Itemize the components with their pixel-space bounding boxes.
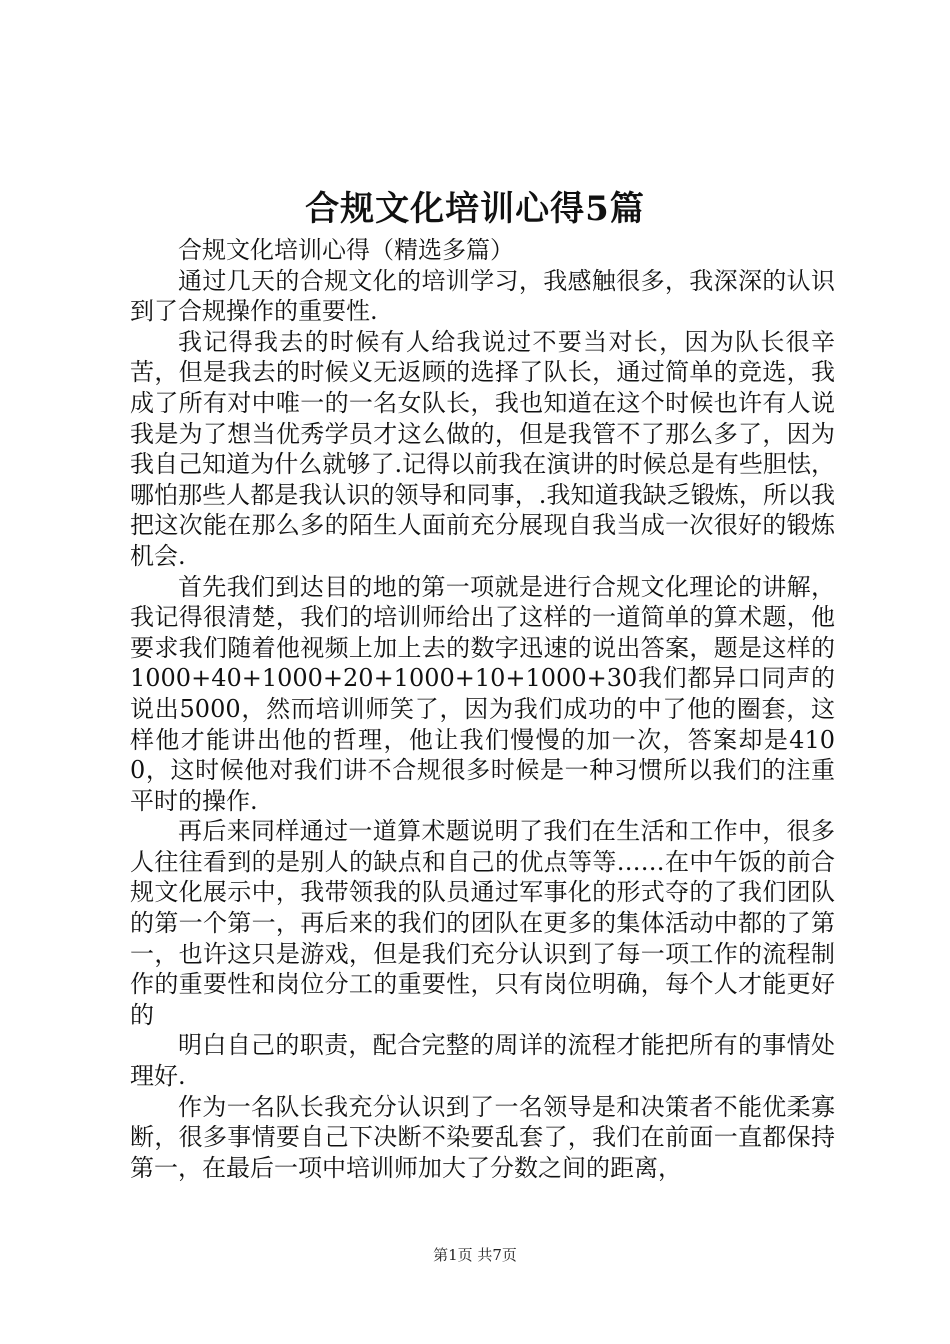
- page-footer: 第1页 共7页: [433, 1246, 517, 1264]
- document-body: [130, 235, 835, 1183]
- paragraph-1: 通过几天的合规文化的培训学习，我感触很多，我深深的认识到了合规操作的重要性.: [130, 266, 835, 326]
- document-title: 合规文化培训心得5篇: [305, 189, 645, 229]
- paragraph-6: 作为一名队长我充分认识到了一名领导是和决策者不能优柔寡断，很多事情要自己下决断不染要乱套了，我们在前面一直都保持第一，在最后一项中培训师加大了分数之间的距离，: [130, 1092, 835, 1182]
- paragraph-3: 首先我们到达目的地的第一项就是进行合规文化理论的讲解，我记得很清楚，我们的培训师给出了这样的一道简单的算术题，他要求我们随着他视频上加上去的数字迅速的说出答案，题是这样的1000+40+1000+20+1000+10+1000+30我们都异口同声的说出5000，然而培训师笑了，因为我们成功的中了他的圈套，这样他才能讲出他的哲理，他让我们慢慢的加一次，答案却是4100，这时候他对我们讲不合规很多时候是一种习惯所以我们的注重平时的操作.: [130, 572, 835, 815]
- paragraph-subtitle: 合规文化培训心得（精选多篇）: [178, 236, 514, 264]
- paragraph-5: 明白自己的职责，配合完整的周详的流程才能把所有的事情处理好.: [130, 1031, 835, 1091]
- paragraph-4: 再后来同样通过一道算术题说明了我们在生活和工作中，很多人往往看到的是别人的缺点和自己的优点等等……在中午饭的前合规文化展示中，我带领我的队员通过军事化的形式夺的了我们团队的第一个第一，再后来的我们的团队在更多的集体活动中都的了第一，也许这只是游戏，但是我们充分认识到了每一项工作的流程制作的重要性和岗位分工的重要性，只有岗位明确，每个人才能更好的: [130, 817, 835, 1029]
- paragraph-2: 我记得我去的时候有人给我说过不要当对长，因为队长很辛苦，但是我去的时候义无返顾的选择了队长，通过简单的竞选，我成了所有对中唯一的一名女队长，我也知道在这个时候也许有人说我是为了想当优秀学员才这么做的，但是我管不了那么多了，因为我自己知道为什么就够了.记得以前我在演讲的时候总是有些胆怯，哪怕那些人都是我认识的领导和同事，.我知道我缺乏锻炼，所以我把这次能在那么多的陌生人面前充分展现自我当成一次很好的锻炼机会.: [130, 327, 835, 570]
